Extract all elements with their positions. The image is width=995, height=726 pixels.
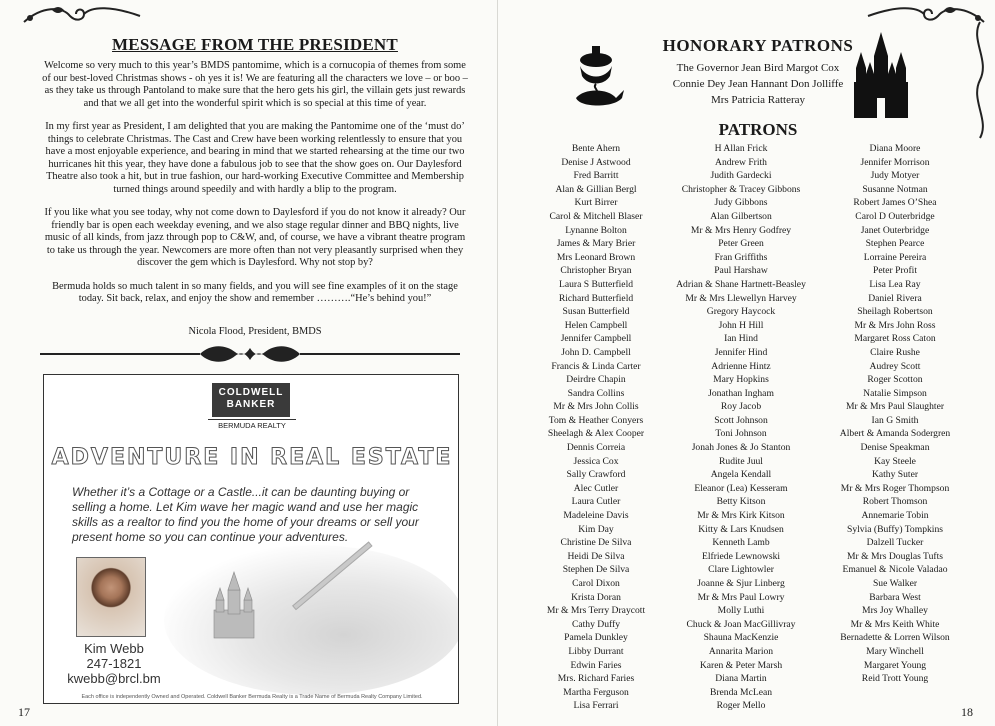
honorary-line: The Governor Jean Bird Margot Cox xyxy=(676,62,840,74)
patron-name: Ian Hind xyxy=(724,333,758,345)
patron-name: Diana Moore xyxy=(869,143,921,154)
patron-name: Stephen De Silva xyxy=(562,564,630,576)
patron-name: Jennifer Hind xyxy=(714,346,768,358)
patron-name: Kurt Birrer xyxy=(574,197,618,209)
patron-name: Cathy Duffy xyxy=(571,618,621,630)
patron-name: Audrey Scott xyxy=(869,360,921,372)
patron-name: Robert James O’Shea xyxy=(853,197,937,209)
patron-name: Francis & Linda Carter xyxy=(551,360,641,372)
patron-name: Betty Kitson xyxy=(716,496,766,508)
patron-name: Roger Scotton xyxy=(867,374,923,386)
patron-name: Heidi De Silva xyxy=(567,550,625,562)
patron-name: Kitty & Lars Knudsen xyxy=(698,523,784,535)
patron-name: Peter Profit xyxy=(873,265,917,277)
patron-name: Mrs. Richard Faries xyxy=(557,673,635,685)
patron-name: Annemarie Tobin xyxy=(861,510,929,522)
agent-phone: 247-1821 xyxy=(86,656,142,671)
patron-name: Mr & Mrs Kirk Kitson xyxy=(697,510,785,522)
message-paragraph: If you like what you see today, why not come down to Daylesford if you do not know it already? Our friendly bar is open each weekday evening, and we also stage regular dinner and BBQ nights, live music of all kinds, from jazz through pop to C&W, and, of course, we have a vibrant theatre program to take us through the year. Newcomers are more often than not very pleasantly surprised when they discover the gem which is Daylesford. Why not stop by? xyxy=(44,207,466,268)
patron-name: Edwin Faries xyxy=(570,659,622,671)
castle-icon xyxy=(204,570,264,640)
patron-name: Carol D Outerbridge xyxy=(855,210,935,222)
patron-name: Mr & Mrs Roger Thompson xyxy=(840,482,950,494)
patron-name: Helen Campbell xyxy=(564,319,628,331)
patron-name: Albert & Amanda Sodergren xyxy=(839,428,951,440)
patron-name: Lisa Ferrari xyxy=(573,700,619,712)
patron-name: Elfriede Lewnowski xyxy=(701,550,781,562)
honorary-patrons-title: HONORARY PATRONS xyxy=(662,36,854,55)
patron-name: Mr & Mrs Llewellyn Harvey xyxy=(685,292,797,304)
patron-name: Lynanne Bolton xyxy=(565,224,627,236)
patron-name: Laura Cutler xyxy=(571,496,621,508)
honorary-line: Mrs Patricia Ratteray xyxy=(710,94,806,106)
patron-name: Jennifer Morrison xyxy=(860,156,930,168)
patron-name: Reid Trott Young xyxy=(861,673,929,685)
patron-name: James & Mary Brier xyxy=(556,238,636,250)
patron-name: Ian G Smith xyxy=(871,414,919,426)
patron-name: Richard Butterfield xyxy=(558,292,634,304)
patron-name: Paul Harshaw xyxy=(714,265,768,277)
patron-name: Kim Day xyxy=(578,523,614,535)
patron-name: Adrienne Hintz xyxy=(711,360,771,372)
castle-icon xyxy=(846,30,916,120)
patron-name: Lorraine Pereira xyxy=(863,251,927,263)
patron-name: Kay Steele xyxy=(874,455,916,467)
patron-name: Barbara West xyxy=(869,591,921,603)
honorary-patrons-list xyxy=(638,60,878,108)
patron-name: Alan & Gillian Bergl xyxy=(555,183,637,195)
ad-headline: ADVENTURE IN REAL ESTATE xyxy=(51,445,453,470)
patron-name: Sheilagh Robertson xyxy=(857,306,933,318)
right-page xyxy=(497,0,995,726)
patron-name: Carol Dixon xyxy=(572,578,620,589)
flourish-icon xyxy=(22,4,142,26)
patron-name: Andrew Frith xyxy=(715,156,767,168)
patron-name: Jonathan Ingham xyxy=(708,387,774,399)
patron-name: Angela Kendall xyxy=(710,469,772,481)
patron-name: Martha Ferguson xyxy=(563,686,629,698)
message-paragraph: Bermuda holds so much talent in so many fields, and you will see fine examples of it on the stage today. Sit back, relax, and enjoy the show and remember ……….“He’s behind you!” xyxy=(52,280,458,304)
patron-name: Margaret Young xyxy=(863,659,927,671)
patron-name: Natalie Simpson xyxy=(863,387,927,399)
patron-name: Mary Hopkins xyxy=(713,374,769,386)
flourish-icon xyxy=(968,20,992,140)
patron-name: Christine De Silva xyxy=(560,537,632,549)
patron-name: Janet Outerbridge xyxy=(860,224,930,236)
divider-ornament-icon xyxy=(40,342,460,366)
patron-name: Scott Johnson xyxy=(714,414,768,426)
patron-name: Annarita Marion xyxy=(708,645,774,657)
patron-name: Kathy Suter xyxy=(871,469,919,481)
patron-name: Sue Walker xyxy=(872,578,918,589)
patron-name: Diana Martin xyxy=(715,673,767,685)
patron-name: Brenda McLean xyxy=(709,686,773,698)
coldwell-banker-logo xyxy=(212,383,290,417)
patron-name: Shauna MacKenzie xyxy=(703,632,779,644)
patron-name: Lisa Lea Ray xyxy=(869,278,921,290)
patron-name: Kenneth Lamb xyxy=(712,537,770,549)
patron-name: Sheelagh & Alex Cooper xyxy=(547,428,645,440)
patron-name: Jonah Jones & Jo Stanton xyxy=(691,442,791,454)
patron-name: Jessica Cox xyxy=(573,455,619,467)
patron-name: Peter Green xyxy=(718,238,764,250)
patron-name: Deirdre Chapin xyxy=(566,374,626,386)
agent-name: Kim Webb xyxy=(84,641,144,656)
patron-name: Christopher Bryan xyxy=(560,265,632,277)
patrons-column-3 xyxy=(820,142,970,686)
patron-name: Judith Gardecki xyxy=(710,170,772,182)
patron-name: Susanne Notman xyxy=(862,183,928,195)
patron-name: Gregory Haycock xyxy=(706,306,776,318)
logo-line-1: COLDWELL xyxy=(218,387,284,398)
patron-name: Susan Butterfield xyxy=(562,306,630,318)
patron-name: Fred Barritt xyxy=(573,170,619,182)
message-paragraph: In my first year as President, I am delighted that you are making the Pantomime one of the ‘must do’ things to celebrate Christmas. The Cast and Crew have been working relentlessly to ensure that you have a most enjoyable experience, and bearing in mind that we started rehearsing at the time our two hurricanes hit this year, they have done a fabulous job to see that the show goes on. Our Daylesford Theatre also took a hit, but in true fashion, our hard-working Executive Committee and Membership turned things around speedily and with hardly a blip to the program. xyxy=(45,121,465,195)
patron-name: Margaret Ross Caton xyxy=(854,333,936,345)
patron-name: Mr & Mrs Paul Lowry xyxy=(697,591,785,603)
logo-subtitle: BERMUDA REALTY xyxy=(208,419,296,430)
agent-email[interactable]: kwebb@brcl.bm xyxy=(67,671,161,686)
patron-name: Denise J Astwood xyxy=(561,156,631,168)
patron-name: Judy Gibbons xyxy=(714,197,768,209)
patron-name: Daniel Rivera xyxy=(868,292,922,304)
patron-name: Chuck & Joan MacGillivray xyxy=(686,618,796,630)
patron-name: Claire Rushe xyxy=(870,346,920,358)
left-page xyxy=(0,0,497,726)
patron-name: Judy Motyer xyxy=(870,170,920,182)
patron-name: Karen & Peter Marsh xyxy=(699,659,783,671)
ad-fine-print: Each office is independently Owned and Operated. Coldwell Banker Bermuda Realty is a Trade Name of Bermuda Realty Company Limited. xyxy=(81,694,423,700)
patron-name: Denise Speakman xyxy=(860,442,930,454)
ad-body-text: Whether it’s a Cottage or a Castle...it can be daunting buying or selling a home. Let Kim wave her magic wand and use her magic skills as a realtor to find you the home of your dreams or sell your present home so you can continue your adventures. xyxy=(72,485,419,544)
patron-name: Robert Thomson xyxy=(862,496,928,508)
patron-name: Emanuel & Nicole Valadao xyxy=(842,564,948,576)
patron-name: Krista Doran xyxy=(571,591,621,603)
agent-photo xyxy=(76,557,146,637)
message-body xyxy=(40,60,470,317)
patron-name: Mrs Leonard Brown xyxy=(556,251,636,263)
president-signature: Nicola Flood, President, BMDS xyxy=(188,326,322,337)
patron-name: Bernadette & Lorren Wilson xyxy=(840,632,950,644)
patron-name: Sylvia (Buffy) Tompkins xyxy=(847,523,943,535)
patron-name: Stephen Pearce xyxy=(865,238,925,250)
patron-name: Sally Crawford xyxy=(566,469,626,481)
patron-name: Jennifer Campbell xyxy=(560,333,632,345)
patron-name: Sandra Collins xyxy=(567,387,625,399)
honorary-line: Connie Dey Jean Hannant Don Jolliffe xyxy=(672,78,844,90)
message-title: MESSAGE FROM THE PRESIDENT xyxy=(112,35,398,54)
patron-name: Roger Mello xyxy=(716,700,766,712)
patron-name: Toni Johnson xyxy=(715,428,767,440)
patron-name: John D. Campbell xyxy=(561,346,631,358)
patrons-column-1 xyxy=(528,142,664,713)
patron-name: Bente Ahern xyxy=(571,143,621,154)
patron-name: Joanne & Sjur Linberg xyxy=(697,578,785,589)
patron-name: John H Hill xyxy=(718,319,764,331)
patron-name: Mary Winchell xyxy=(866,645,924,657)
patron-name: Laura S Butterfield xyxy=(558,278,634,290)
page-number-left: 17 xyxy=(18,705,30,719)
patron-name: Christopher & Tracey Gibbons xyxy=(681,183,801,195)
patron-name: Alec Cutler xyxy=(573,482,619,494)
patron-name: Rudite Juul xyxy=(719,455,763,467)
patron-name: Madeleine Davis xyxy=(563,510,629,522)
patron-name: Adrian & Shane Hartnett-Beasley xyxy=(676,278,806,290)
patron-name: Clare Lightowler xyxy=(708,564,774,576)
logo-line-2: BANKER xyxy=(226,399,276,410)
patrons-title: PATRONS xyxy=(718,120,798,139)
patron-name: Mr & Mrs Henry Godfrey xyxy=(690,224,792,236)
patron-name: Molly Luthi xyxy=(717,605,765,617)
patron-name: Mr & Mrs Douglas Tufts xyxy=(847,550,943,562)
patron-name: Fran Griffiths xyxy=(714,251,768,263)
patron-name: Roy Jacob xyxy=(720,401,762,413)
patron-name: Mr & Mrs John Ross xyxy=(854,319,936,331)
patron-name: Alan Gilbertson xyxy=(710,210,772,222)
patron-name: Carol & Mitchell Blaser xyxy=(549,210,643,222)
patron-name: Mr & Mrs Paul Slaughter xyxy=(845,401,945,413)
page-number-right: 18 xyxy=(961,705,973,719)
patron-name: H Allan Frick xyxy=(714,143,768,154)
patron-name: Eleanor (Lea) Kesseram xyxy=(694,482,788,494)
patron-name: Libby Durrant xyxy=(568,645,624,657)
patron-name: Mr & Mrs John Collis xyxy=(553,401,639,413)
patron-name: Tom & Heather Conyers xyxy=(548,414,644,426)
patron-name: Mrs Joy Whalley xyxy=(862,605,928,617)
real-estate-ad xyxy=(43,374,459,704)
patron-name: Dalzell Tucker xyxy=(866,537,924,549)
message-paragraph: Welcome so very much to this year’s BMDS pantomime, which is a cornucopia of themes from some of our best-loved Christmas shows - oh yes it is! We are featuring all the characters we love – or boo – as they take us through Pantoland to make sure that the hero gets his girl, the villain gets just rewards and that we all get into the wonderful spirit which is so special at this time of year. xyxy=(42,60,468,109)
patron-name: Mr & Mrs Terry Draycott xyxy=(546,605,646,617)
patron-name: Mr & Mrs Keith White xyxy=(850,618,940,630)
patron-name: Pamela Dunkley xyxy=(564,632,628,644)
patron-name: Dennis Correia xyxy=(566,442,626,454)
patrons-column-2 xyxy=(666,142,816,713)
